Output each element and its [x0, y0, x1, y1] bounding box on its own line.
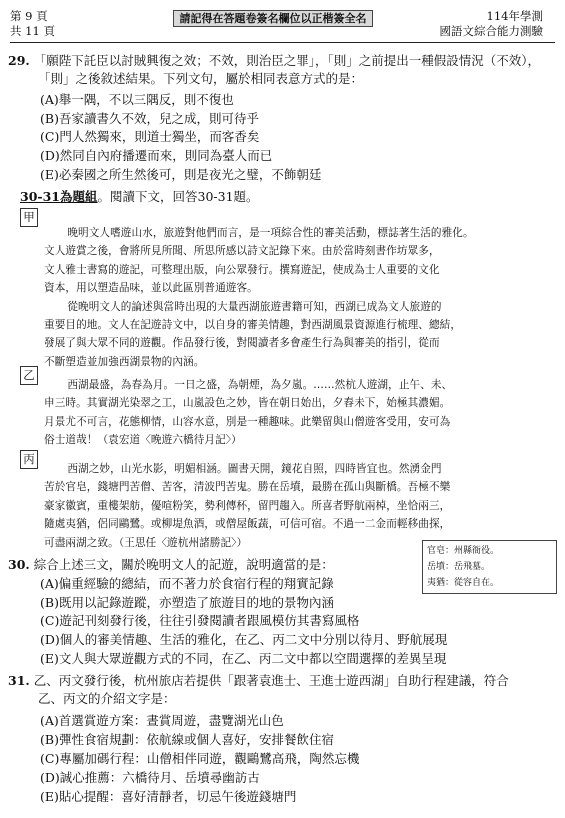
passage-jia-line: 發展了與大眾不同的遊觀。作品發行後，對閱讀者多會產生行為與審美的指引，從而: [44, 337, 440, 350]
passage-jia-line: 晚明文人嗜遊山水，旅遊對他們而言，是一項綜合性的審美活動，標誌著生活的雅化。: [67, 227, 474, 239]
q30-option-c[interactable]: (C)遊記刊刻發行後，往往引發閱讀者跟風模仿其書寫風格: [40, 613, 360, 628]
q31-option-a[interactable]: (A)首選賞遊方案：晝賞周遊，盡覽湖光山色: [40, 713, 284, 728]
signature-notice: 請記得在答題卷簽名欄位以正楷簽全名: [173, 10, 373, 27]
q29-stem-2: 「則」之後敘述結果。下列文句，屬於相同表意方式的是：: [38, 71, 364, 86]
passage-yi-line: 西湖最盛，為春為月。一日之盛，為朝煙，為夕嵐。……然杭人遊湖，止午、未、: [67, 379, 453, 391]
q29-option-d[interactable]: (D)然同自內府播遷而來，則同為臺人而已: [40, 148, 273, 163]
passage-jia-tag: 甲: [20, 208, 38, 227]
passage-yi-line: 俗士道哉！（袁宏道〈晚遊六橋待月記〉）: [44, 434, 242, 447]
page-total: 共 11 頁: [10, 24, 55, 38]
q31-option-e[interactable]: (E)貼心提醒：喜好清靜者，切忌午後遊錢塘門: [40, 789, 297, 804]
passage-yi-line: 申三時。其實湖光染翠之工，山嵐設色之妙，皆在朝日始出，夕舂未下，始極其濃媚。: [44, 397, 451, 410]
q30-number: 30.: [8, 557, 30, 572]
page-number: 第 9 頁: [10, 9, 48, 23]
passage-jia-line: 文人雅士書寫的遊記，可整理出版，向公眾發行。撰寫遊記，使成為士人重要的文化: [44, 263, 440, 276]
passage-bing-tag: 丙: [20, 450, 38, 469]
passage-bing-line: 西湖之妙，山光水影，明媚相涵。圖書天開，鏡花自照，四時皆宜也。然湧金門: [67, 463, 442, 475]
q31-option-b[interactable]: (B)彈性食宿規劃：依航線或個人喜好，安排餐飲住宿: [40, 732, 334, 747]
annotation-item: 夷猶：從容自在。: [427, 578, 500, 588]
passage-jia: [44, 224, 549, 371]
q31-line1: [8, 672, 509, 690]
q30-option-b[interactable]: (B)既用以記錄遊蹤，亦塑造了旅遊目的地的景物內涵: [40, 595, 334, 610]
passage-jia-line: 從晚明文人的論述與當時出現的大量西湖旅遊書籍可知，西湖已成為文人旅遊的: [67, 300, 442, 313]
passage-bing: [44, 460, 549, 552]
q29-option-c[interactable]: (C)門人然獨來，則道士獨坐，而客香矣: [40, 129, 260, 144]
passage-jia-line: 不斷塑造並加強西湖景物的內涵。: [44, 355, 205, 368]
exam-year: 114年學測: [486, 9, 543, 23]
passage-yi-line: 月景尤不可言，花態柳情，山容水意，別是一種趣味。此樂留與山僧遊客受用，安可為: [44, 415, 451, 428]
passage-yi: [44, 376, 549, 450]
q29-option-a[interactable]: (A)舉一隅，不以三隅反，則不復也: [40, 92, 234, 107]
passage-yi-tag: 乙: [20, 366, 38, 385]
q30-stem: 綜合上述三文，關於晚明文人的記遊，說明適當的是：: [33, 557, 334, 572]
q29-stem-1: 「願陛下託臣以討賊興復之效；不效，則治臣之罪」，「則」之前提出一種假設情況（不效），: [33, 53, 540, 68]
q30-line1: [8, 556, 334, 574]
q29-option-b[interactable]: (B)吾家讀書久不效，兒之成，則可待乎: [40, 111, 259, 126]
passage-jia-line: 資本，用以塑造品味，並以此區別普通遊客。: [44, 282, 258, 295]
passage-jia-line: 文人遊賞之後，會將所見所聞、所思所感以詩文記錄下來。由於當時刻書作坊眾多，: [44, 245, 440, 258]
group-instruction-text: 。閱讀下文，回答30-31題。: [97, 189, 259, 204]
passage-bing-line: 豪家徽賓，重樓架舫，優喧粉笑，勢利傳杯，留門趨入。所喜者野航兩棹，坐恰兩三，: [44, 499, 451, 512]
annotation-box: [422, 540, 557, 594]
annotation-item: 官皂：州縣衙役。: [427, 546, 500, 556]
group-label: 30-31為題組: [20, 189, 98, 204]
header-rule: [10, 42, 555, 43]
passage-bing-line: 苦於官皂，錢塘門苦僧、苦客，清波門苦鬼。勝在岳墳，最勝在孤山與斷橋。吾極不樂: [44, 481, 451, 494]
q29-number: 29.: [8, 53, 30, 68]
q29-option-e[interactable]: (E)必秦國之所生然後可，則是夜光之璧，不飾朝廷: [40, 167, 322, 182]
q30-option-e[interactable]: (E)文人與大眾遊觀方式的不同，在乙、丙二文中都以空間選擇的差異呈現: [40, 651, 447, 666]
q31-stem-1: 乙、丙文發行後，杭州旅店若提供「跟著袁進士、王進士遊西湖」自助行程建議，符合: [33, 673, 509, 688]
q31-option-d[interactable]: (D)誠心推薦：六橋待月、岳墳尋幽訪古: [40, 770, 260, 785]
passage-jia-line: 重要目的地。文人在記遊詩文中，以自身的審美情趣，對西湖風景資源進行梳理、總結，: [44, 319, 462, 332]
q31-stem-2: 乙、丙文的介紹文字是：: [38, 691, 176, 706]
passage-bing-line: 隨處夷猶，侶同鷗鷺。或柳堤魚酒，或僧屋飯蔬，可信可宿。不過一二金而輕移曲探，: [44, 518, 451, 531]
q31-number: 31.: [8, 673, 30, 688]
annotation-item: 岳墳：岳飛墓。: [427, 562, 491, 572]
q29-line1: [8, 52, 540, 70]
q30-option-a[interactable]: (A)偏重經驗的總結，而不著力於食宿行程的翔實記錄: [40, 576, 334, 591]
passage-bing-line: 可盡兩湖之致。（王思任〈遊杭州諸勝記〉）: [44, 536, 248, 549]
group-instruction: [20, 188, 259, 206]
q30-option-d[interactable]: (D)個人的審美情趣、生活的雅化，在乙、丙二文中分別以待月、野航展現: [40, 632, 448, 647]
q31-option-c[interactable]: (C)專屬加碼行程：山僧相伴同遊，觀鷗鷺高飛，陶然忘機: [40, 751, 360, 766]
exam-subject: 國語文綜合能力測驗: [439, 24, 543, 38]
